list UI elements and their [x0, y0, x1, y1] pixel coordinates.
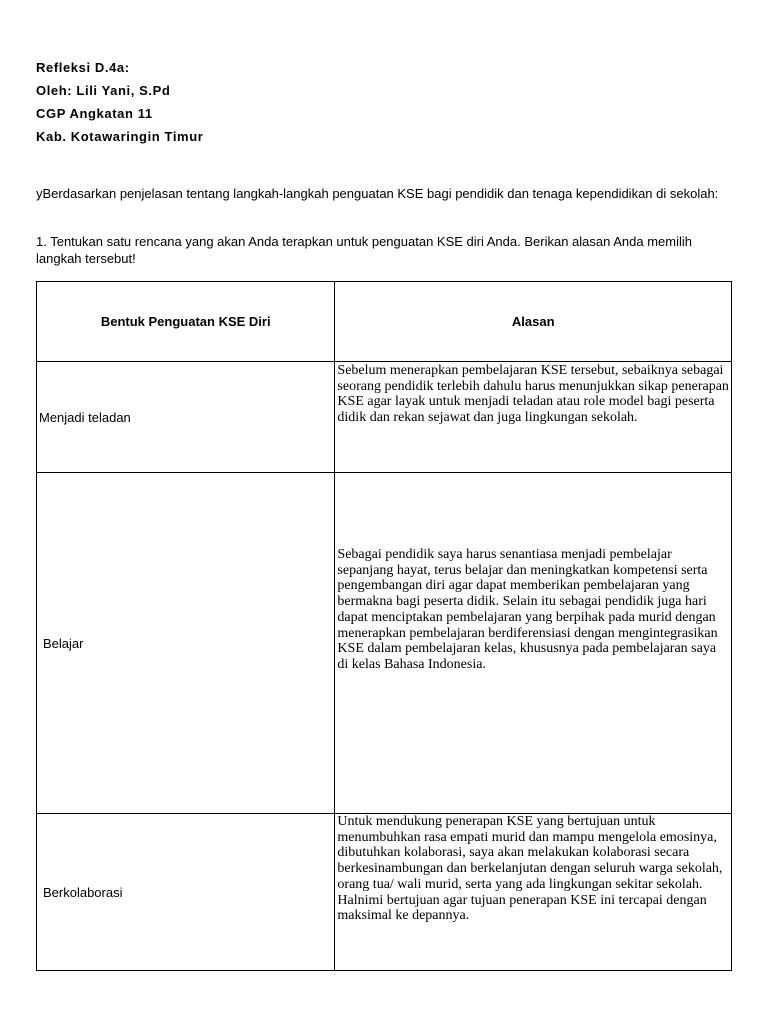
header-reason: Alasan: [335, 282, 732, 362]
table-row: [37, 814, 732, 971]
table-row: [37, 362, 732, 473]
table-row: [37, 473, 732, 814]
header-form: Bentuk Penguatan KSE Diri: [37, 282, 335, 362]
row-form: Belajar: [37, 473, 335, 814]
doc-cohort: CGP Angkatan 11: [36, 106, 153, 121]
table-header-row: [37, 282, 732, 362]
kse-table: [36, 281, 732, 971]
doc-author: Oleh: Lili Yani, S.Pd: [36, 83, 171, 98]
row-reason: Sebagai pendidik saya harus senantiasa menjadi pembelajar sepanjang hayat, terus belajar dan meningkatkan kompetensi serta pengembangan diri agar dapat memberikan pembelajaran yang bermakna bagi peserta didik. Selain itu sebagai pendidik juga hari dapat menciptakan pembelajaran yang berpihak pada murid dengan menerapkan pembelajaran berdiferensiasi dengan mengintegrasikan KSE dalam pembelajaran kelas, khususnya pada pembelajaran saya di kelas Bahasa Indonesia.: [335, 473, 732, 814]
doc-region: Kab. Kotawaringin Timur: [36, 129, 204, 144]
row-reason: Untuk mendukung penerapan KSE yang bertujuan untuk menumbuhkan rasa empati murid dan mampu mengelola emosinya, dibutuhkan kolaborasi, saya akan melakukan kolaborasi secara berkesinambungan dan berkelanjutan dengan seluruh warga sekolah, orang tua/ wali murid, serta yang ada lingkungan sekitar sekolah. Halnimi bertujuan agar tujuan penerapan KSE ini tercapai dengan maksimal ke depannya.: [335, 814, 732, 971]
row-reason: Sebelum menerapkan pembelajaran KSE tersebut, sebaiknya sebagai seorang pendidik terlebih dahulu harus menunjukkan sikap penerapan KSE agar layak untuk menjadi teladan atau role model bagi peserta didik dan rekan sejawat dan juga lingkungan sekolah.: [335, 362, 732, 473]
row-form: Berkolaborasi: [37, 814, 335, 971]
row-form: Menjadi teladan: [37, 362, 335, 473]
doc-title: Refleksi D.4a:: [36, 60, 130, 75]
question-paragraph: 1. Tentukan satu rencana yang akan Anda terapkan untuk penguatan KSE diri Anda. Berikan alasan Anda memilih langkah tersebut!: [36, 234, 692, 266]
intro-paragraph: yBerdasarkan penjelasan tentang langkah-langkah penguatan KSE bagi pendidik dan tenaga kependidikan di sekolah:: [36, 186, 719, 201]
